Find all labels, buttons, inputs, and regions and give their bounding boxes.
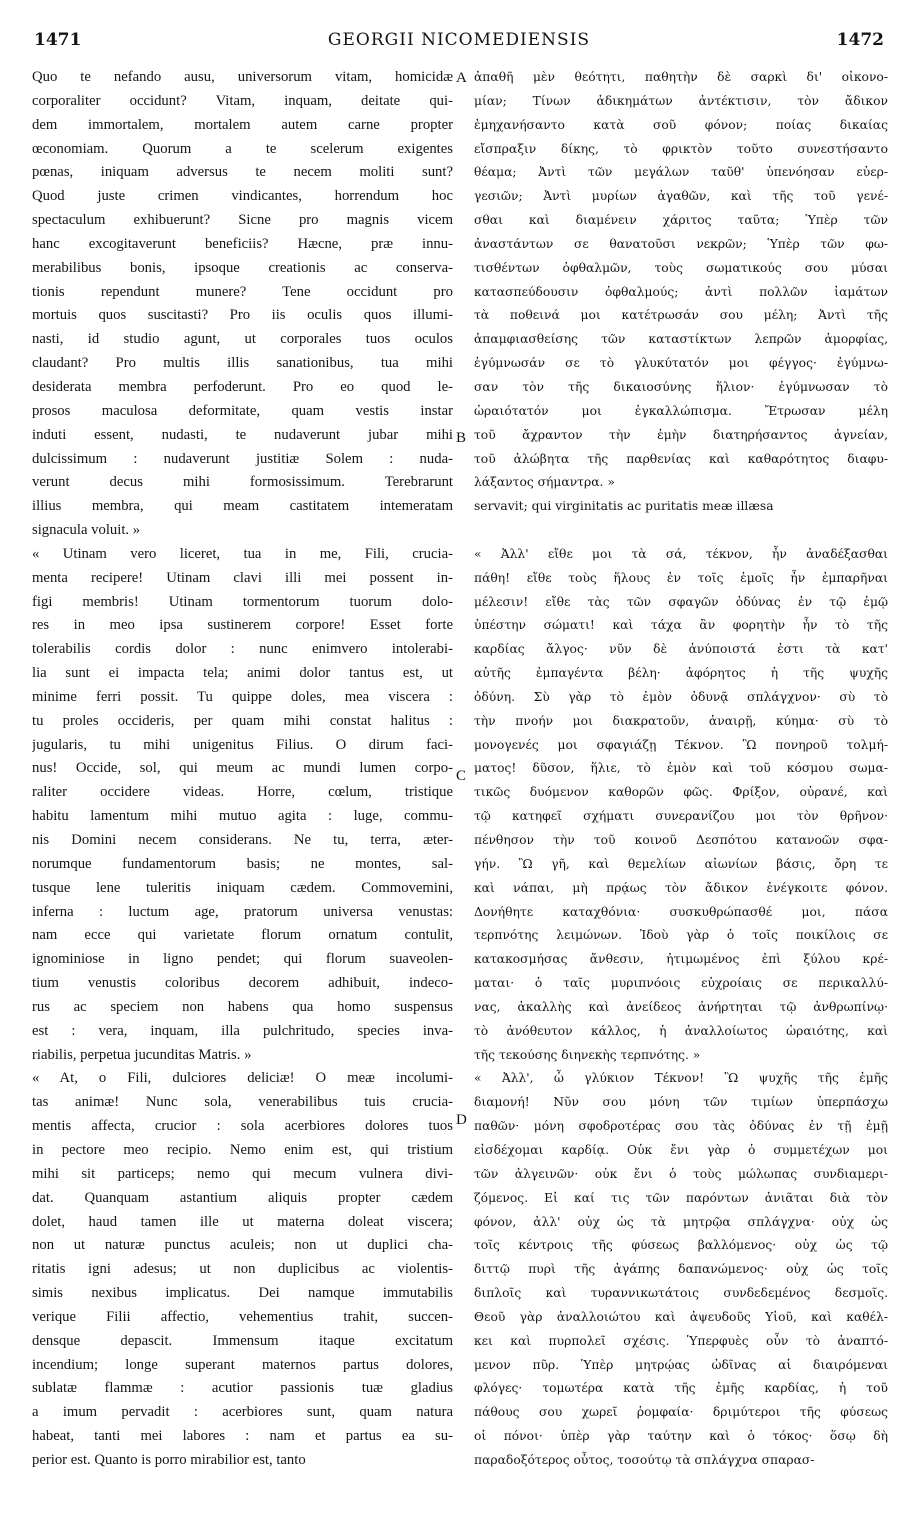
- text-line: καρδίας ἄλγος· νῦν δὲ ἀνύποιστά ἐστι τὰ κατ': [474, 642, 888, 657]
- text-line: Quo te nefando ausu, universorum vitam, homicidæ: [32, 69, 453, 85]
- text-line: ἐγύμνωσάν σε τὸ γλυκύτατόν μοι φέγγος· ἐγύμνω-: [474, 356, 888, 371]
- text-line: lia sunt ei impacta tela; animi dolor tantus est, ut: [32, 665, 453, 682]
- section-marker-b: B: [456, 430, 467, 446]
- text-line: tusque lene tuleritis iniquam cædem. Commovemini,: [32, 879, 453, 896]
- text-line: Δονήθητε καταχθόνια· συσκυθρώπασθέ μοι, πάσα: [474, 904, 888, 919]
- text-line: riabilis, perpetua jucunditas Matris. »: [32, 1046, 252, 1063]
- text-line: μαται· ὁ ταῖς μυριπνόοις εὐχροίαις σε περικαλλύ-: [474, 976, 888, 991]
- text-line: dolet, haud tamen ille ut materna doleat viscera;: [32, 1213, 453, 1230]
- text-line: φλόγες· τομωτέρα κατὰ τῆς ἐμῆς καρδίας, ἡ τοῦ: [474, 1381, 888, 1396]
- text-line: ζόμενος. Εἰ καί τις τῶν παρόντων ἀνιᾶται διὰ τὸν: [474, 1190, 888, 1205]
- text-line: σθαι καὶ διαμένειν χάριτος ταῦτα; Ὑπὲρ τῶν: [474, 213, 888, 228]
- text-line: figi membris! Utinam tormentorum tuorum dolo-: [32, 593, 453, 610]
- text-line: « Utinam vero liceret, tua in me, Fili, crucia-: [32, 545, 453, 562]
- text-line: minime ferri possit. Tu quippe doles, mea viscera :: [32, 688, 453, 705]
- text-line: τῆς τεκούσης διηνεκὴς τερπνότης. »: [474, 1047, 701, 1062]
- text-line: ὀδύνη. Σὺ γὰρ τὸ ἐμὸν ὀδυνᾷ σπλάγχνον· σὺ τὸ: [474, 689, 888, 704]
- text-line: τῷ κατηφεῖ σχήματι συνερανίζου μοι τὸν θρῆνον·: [474, 809, 888, 824]
- text-line: dem immortalem, mortalem autem carne propter: [32, 116, 453, 133]
- text-line: verique Filii affectio, vehementius trahit, succen-: [32, 1308, 453, 1325]
- text-line: rus ac speciem non habens qua homo suspensus: [32, 998, 453, 1015]
- text-line: ἀπαθῆ μὲν θεότητι, παθητὴν δὲ σαρκὶ δι' οἰκονο-: [474, 70, 888, 84]
- text-line: in pectore meo recipio. Nemo enim est, qui tristium: [32, 1141, 453, 1158]
- text-line: μονογενές μοι σφαγιάζῃ Τέκνον. Ὢ πονηροῦ τολμή-: [474, 737, 888, 752]
- text-line: induti essent, nudasti, te nudaverunt jubar mihi: [32, 426, 453, 443]
- text-line: διπλοῖς καὶ τυραννικωτάτοις συνδεδεμένος δεσμοῖς.: [474, 1286, 888, 1301]
- text-line: menta recipere! Utinam clavi illi mei possent in-: [32, 569, 453, 586]
- text-line: norumque fundamentorum basis; ne montes, sal-: [32, 855, 453, 872]
- text-line: διττῷ πυρὶ τῆς ἀγάπης δαπανώμενος· οὐχ ὡς τοῖς: [474, 1262, 888, 1277]
- text-line: διαμονή! Νῦν σου μόνη τῶν τιμίων ὑπερπάσχω: [474, 1095, 888, 1110]
- text-line: κει καὶ πυρπολεῖ σχέσις. Ὑπερφυὲς οὖν τὸ ἀναπτό-: [474, 1333, 888, 1348]
- text-line: τοῦ ἄχραντον τὴν ἐμὴν διατηρήσαντος ἁγνείαν,: [474, 427, 888, 442]
- text-line: spectaculum exhibuerunt? Sicne pro magnis vicem: [32, 212, 453, 229]
- text-line: ignominiose in ligno pendet; qui florum suaveolen-: [32, 951, 453, 968]
- text-line: tium venustis coloribus decorem adhibuit, indeco-: [32, 975, 453, 992]
- text-line: mentis affecta, crucior : sola acerbiores dolores tuos: [32, 1118, 453, 1135]
- text-line: nus! Occide, sol, qui meum ac mundi lumen corpo-: [32, 760, 453, 777]
- text-line: tionis rependunt munere? Tene occidunt pro: [32, 283, 453, 300]
- text-line: ὑπέστην σώματι! καὶ τάχα ἂν φορητὴν ἦν τὸ τῆς: [474, 618, 888, 633]
- text-line: est : vera, inquam, illa pulchritudo, species inva-: [32, 1022, 453, 1039]
- text-line: νας, ἀκαλλὴς καὶ ἀνείδεος ἀνήρτηται τῷ ἀνθρωπίνῳ·: [474, 999, 888, 1014]
- text-line: mortuis quos suscitasti? Pro iis oculis quos illumi-: [32, 307, 453, 324]
- text-line: sublatæ flammæ : acutior passionis tuæ gladius: [32, 1380, 453, 1397]
- text-line: incendium; longe superant maternos partus dolores,: [32, 1356, 453, 1373]
- text-line: « Ἀλλ', ὦ γλύκιον Τέκνον! Ὢ ψυχῆς τῆς ἐμῆς: [474, 1071, 888, 1086]
- text-line: merabilibus bonis, ipsoque creationis ac conserva-: [32, 259, 453, 276]
- text-line: servavit; qui virginitatis ac puritatis meæ illæsa: [474, 499, 774, 514]
- text-line: non ut naturæ punctus aculeis; non ut duplici cha-: [32, 1237, 453, 1254]
- text-line: desiderata membra perfoderunt. Pro eo quod le-: [32, 378, 453, 395]
- text-line: τὸ ἀνόθευτον κάλλος, ἡ ἀναλλοίωτος ὡραιότης, καὶ: [474, 1023, 888, 1038]
- text-line: nis Domini necem considerans. Ne tu, terra, æter-: [32, 832, 453, 848]
- text-line: παραδοξότερος οὗτος, τοσούτῳ τὰ σπλάγχνα σπαρασ-: [474, 1452, 815, 1467]
- text-line: raliter occidere videas. Horre, cœlum, tristique: [32, 784, 453, 801]
- text-line: Quod juste crimen vindicantes, horrendum hoc: [32, 188, 453, 205]
- text-line: οἱ πόνοι· ὑπὲρ γὰρ ταύτην καὶ ὁ τόκος· ὅσῳ δὴ: [474, 1429, 888, 1444]
- running-header: [34, 30, 884, 58]
- text-line: ὡραιότατόν μοι ἐγκαλλώπισμα. Ἔτρωσαν μέλη: [474, 403, 888, 418]
- text-line: habitu lamentum mihi mutuo agita : luge, commu-: [32, 808, 453, 825]
- text-line: [474, 519, 888, 543]
- right-column-number: 1472: [836, 30, 884, 50]
- text-line: τικῶς δυόμενον καθορῶν φῶς. Φρίξον, οὐρανέ, καὶ: [474, 785, 888, 800]
- text-line: λάξαντος σήμαντρα. »: [474, 475, 615, 490]
- text-line: πάθη! εἴθε τοὺς ἥλους ἐν τοῖς ἐμοῖς ἦν ἐμπαρῆναι: [474, 570, 888, 585]
- section-marker-c: C: [456, 768, 467, 784]
- text-line: hanc excogitaverunt beneficiis? Hæcne, præ innu-: [32, 235, 453, 252]
- text-line: a imum pervadit : acerbiores sunt, quam natura: [32, 1404, 453, 1421]
- greek-column: [474, 66, 888, 1473]
- text-line: mihi sit particeps; nemo qui mecum vulnera divi-: [32, 1165, 453, 1182]
- text-line: « At, o Fili, dulciores deliciæ! O meæ incolumi-: [32, 1070, 453, 1087]
- section-marker-a: A: [456, 70, 467, 86]
- text-line: inferna : luctum age, pratorum universa venustas:: [32, 903, 453, 920]
- text-line: ἐμηχανήσαντο κατὰ σοῦ φόνον; ποίας δικαίας: [474, 117, 888, 132]
- text-line: Θεοῦ γὰρ ἀναλλοιώτου καὶ ἀψευδοῦς Υἱοῦ, καὶ καθέλ-: [474, 1309, 888, 1324]
- text-line: jugularis, tu mihi unigenitus Filius. O dirum faci-: [32, 736, 453, 753]
- text-line: μενον πῦρ. Ὑπὲρ μητρῴας ὠδῖνας αἱ διαιρόμεναι: [474, 1357, 888, 1372]
- text-line: τῶν ἀλγεινῶν· οὐκ ἔνι ὁ τοὺς μώλωπας συνδιαμερι-: [474, 1166, 888, 1181]
- text-line: res in meo ipsa sustinerem corpore! Esset forte: [32, 617, 453, 634]
- text-line: θέαμα; Ἀντὶ τῶν μεγάλων ταῦθ' ὑπενόησαν εὐερ-: [474, 165, 888, 180]
- latin-column: [32, 66, 453, 1473]
- text-line: ἀπαμφιασθείσης τῶν καταστίκτων λεπρῶν ἀμορφίας,: [474, 332, 888, 347]
- text-line: perior est. Quanto is porro mirabilior est, tanto: [32, 1451, 306, 1468]
- text-line: tas animæ! Nunc sola, venerabilibus tuis crucia-: [32, 1094, 453, 1111]
- text-line: densque depascit. Immensum itaque excitatum: [32, 1332, 453, 1349]
- text-line: πένθησον τὴν τοῦ κοινοῦ Δεσπότου κατανοῶν σφα-: [474, 833, 888, 847]
- text-line: τὴν πνοήν μοι διακρατοῦν, ἀναιρῇ, κύημα· σὺ τὸ: [474, 713, 888, 728]
- text-line: γεσιῶν; Ἀντὶ μυρίων ἀγαθῶν, καὶ τῆς τοῦ γενέ-: [474, 189, 888, 204]
- text-line: πάθους σου χωρεῖ ῥομφαία· δριμύτεροι τῆς φύσεως: [474, 1405, 888, 1420]
- text-line: σαν τὸν τῆς δικαιοσύνης ἥλιον· ἐγύμνωσαν τὸ: [474, 379, 888, 394]
- text-line: εἴσπραξιν δίκης, τὸ φρικτὸν τοῦτο συνεστήσαντο: [474, 141, 888, 156]
- text-line: nasti, id studio agunt, ut corporales tuos oculos: [32, 331, 453, 348]
- left-column-number: 1471: [34, 30, 82, 50]
- text-line: nam ecce qui varietate florum ornatum contulit,: [32, 927, 453, 944]
- text-line: corporaliter occidunt? Vitam, inquam, deitate qui-: [32, 92, 453, 109]
- text-line: γήν. Ὢ γῆ, καὶ θεμελίων αἰωνίων βάσις, ὄρη τε: [474, 856, 888, 871]
- text-line: verunt decus mihi formosissimum. Terebrarunt: [32, 474, 453, 491]
- text-line: prosos maculosa deformitate, quam vestis instar: [32, 402, 453, 419]
- text-line: κατακοσμήσας ἄνθεσιν, ἠτιμωμένος ἐπὶ ξύλου κρέ-: [474, 952, 888, 967]
- text-line: tu proles occideris, per quam mihi constat halitus :: [32, 712, 453, 729]
- text-line: illius membra, qui meam castitatem intemeratam: [32, 498, 453, 515]
- text-line: claudant? Pro multis illis sanationibus, tua mihi: [32, 355, 453, 372]
- text-line: τερπνότης λειμώνων. Ἰδοὺ γὰρ ὁ τοῖς ποικίλοις σε: [474, 928, 888, 943]
- text-line: ματος! δῦσον, ἥλιε, τὸ ἐμὸν καὶ τοῦ κόσμου σωμα-: [474, 761, 888, 776]
- text-line: habeat, tanti mei labores : nam et partus ea su-: [32, 1428, 453, 1445]
- text-line: τισθέντων ὀφθαλμῶν, τοὺς σωματικούς σου μύσαι: [474, 260, 888, 275]
- section-marker-d: D: [456, 1112, 467, 1128]
- text-line: pœnas, iniquam adversus te necem moliti sunt?: [32, 164, 453, 181]
- text-line: καὶ νάπαι, μὴ πρᾴως τὸν ἄδικον ἐνέγκοιτε φόνον.: [474, 880, 888, 895]
- text-line: simis nexibus implicatus. Dei namque immutabilis: [32, 1285, 453, 1302]
- text-line: τὰ ποθεινά μοι κατέτρωσάν σου μέλη; Ἀντὶ τῆς: [474, 308, 888, 323]
- text-line: μίαν; Τίνων ἀδικημάτων ἀντέκτισιν, τὸν ἄδικον: [474, 93, 888, 108]
- text-line: τοῦ ἀλώβητα τῆς παρθενίας καὶ καθαρότητος διαφυ-: [474, 451, 888, 466]
- text-line: εἰσδέχομαι καρδίᾳ. Οὐκ ἔνι γὰρ ὁ συμμετέχων μοι: [474, 1142, 888, 1157]
- text-line: dat. Quanquam astantium aliquis propter cædem: [32, 1189, 453, 1206]
- text-line: « Ἀλλ' εἴθε μοι τὰ σά, τέκνον, ἦν ἀναδέξασθαι: [474, 546, 888, 561]
- running-title: GEORGII NICOMEDIENSIS: [327, 30, 591, 50]
- text-line: φόνον, ἀλλ' οὐχ ὡς τὰ μητρῷα σπλάγχνα· οὐχ ὡς: [474, 1214, 888, 1229]
- text-line: παθῶν· μόνη σφοδροτέρας σου τὰς ὀδύνας ἐν τῇ ἐμῇ: [474, 1119, 888, 1134]
- text-line: tolerabilis cordis dolor : nunc enimvero intolerabi-: [32, 641, 453, 658]
- text-line: dulcissimum : nudaverunt justitiæ Solem : nuda-: [32, 450, 453, 467]
- text-line: αὐτῆς ἐμπαγέντα βέλη· ἀφόρητος ἡ τῆς ψυχῆς: [474, 666, 888, 681]
- text-line: κατασπεύδουσιν ὀφθαλμούς; ἀντὶ πολλῶν ἰαμάτων: [474, 284, 888, 299]
- text-line: signacula voluit. »: [32, 522, 141, 539]
- text-line: ritatis igni adesus; ut non duplicibus ac violentis-: [32, 1261, 453, 1278]
- text-line: œconomiam. Quorum a te scelerum exigentes: [32, 140, 453, 157]
- text-line: ἀναστάντων σε θανατοῦσι νεκρῶν; Ὑπὲρ τῶν φω-: [474, 236, 888, 251]
- text-line: τοῖς κέντροις τῆς φύσεως βαλλόμενος· οὐχ ὡς τῷ: [474, 1238, 888, 1253]
- text-line: μέλεσιν! εἴθε τὰς τῶν σφαγῶν ὀδύνας ἐν τῷ ἐμῷ: [474, 594, 888, 609]
